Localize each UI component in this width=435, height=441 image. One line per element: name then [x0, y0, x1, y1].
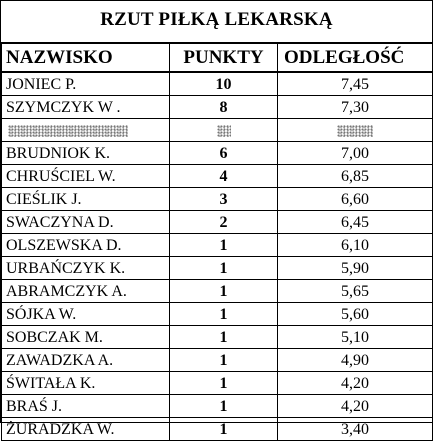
athlete-points: 1	[170, 303, 278, 326]
athlete-distance: 5,90	[278, 257, 433, 280]
athlete-points: 2	[170, 211, 278, 234]
athlete-distance: 7,00	[278, 142, 433, 165]
table-row	[2, 303, 433, 326]
table-row	[2, 234, 433, 257]
athlete-distance: 3,40	[278, 418, 433, 441]
athlete-distance: 4,90	[278, 349, 433, 372]
athlete-name: SWACZYNA D.	[2, 211, 170, 234]
table-row	[2, 257, 433, 280]
athlete-distance-redacted	[278, 119, 433, 142]
redaction-pixelation	[8, 125, 128, 137]
athlete-points: 1	[170, 418, 278, 441]
results-table	[1, 42, 433, 441]
results-body	[2, 72, 433, 441]
athlete-distance: 7,45	[278, 72, 433, 96]
athlete-name: CIEŚLIK J.	[2, 188, 170, 211]
athlete-points: 8	[170, 96, 278, 119]
athlete-points: 6	[170, 142, 278, 165]
athlete-distance: 7,30	[278, 96, 433, 119]
table-row	[2, 211, 433, 234]
table-row	[2, 418, 433, 441]
athlete-distance: 6,10	[278, 234, 433, 257]
athlete-name-redacted	[2, 119, 170, 142]
athlete-points-redacted	[170, 119, 278, 142]
athlete-distance: 6,45	[278, 211, 433, 234]
table-row	[2, 280, 433, 303]
table-row	[2, 96, 433, 119]
athlete-points: 3	[170, 188, 278, 211]
athlete-name: SZYMCZYK W .	[2, 96, 170, 119]
athlete-name: URBAŃCZYK K.	[2, 257, 170, 280]
athlete-points: 1	[170, 349, 278, 372]
athlete-points: 1	[170, 372, 278, 395]
column-header-points: PUNKTY	[170, 43, 278, 72]
athlete-points: 1	[170, 395, 278, 418]
athlete-name: OLSZEWSKA D.	[2, 234, 170, 257]
athlete-distance: 5,10	[278, 326, 433, 349]
athlete-name: SÓJKA W.	[2, 303, 170, 326]
athlete-distance: 5,60	[278, 303, 433, 326]
athlete-distance: 4,20	[278, 372, 433, 395]
athlete-distance: 5,65	[278, 280, 433, 303]
athlete-name: BRAŚ J.	[2, 395, 170, 418]
athlete-points: 4	[170, 165, 278, 188]
athlete-name: SOBCZAK M.	[2, 326, 170, 349]
athlete-distance: 4,20	[278, 395, 433, 418]
redaction-pixelation	[217, 125, 231, 137]
athlete-name: ŚWITAŁA K.	[2, 372, 170, 395]
table-row	[2, 165, 433, 188]
athlete-distance: 6,85	[278, 165, 433, 188]
column-header-name: NAZWISKO	[2, 43, 170, 72]
athlete-name: ZAWADZKA A.	[2, 349, 170, 372]
athlete-points: 1	[170, 280, 278, 303]
athlete-name: CHRUŚCIEL W.	[2, 165, 170, 188]
table-row	[2, 72, 433, 96]
athlete-name: BRUDNIOK K.	[2, 142, 170, 165]
table-row	[2, 395, 433, 418]
athlete-points: 1	[170, 234, 278, 257]
athlete-points: 1	[170, 257, 278, 280]
table-row	[2, 349, 433, 372]
table-row	[2, 326, 433, 349]
table-row-redacted	[2, 119, 433, 142]
table-row	[2, 372, 433, 395]
athlete-name: JONIEC P.	[2, 72, 170, 96]
table-row	[2, 188, 433, 211]
redaction-pixelation	[337, 125, 373, 137]
athlete-points: 1	[170, 326, 278, 349]
athlete-points: 10	[170, 72, 278, 96]
table-row	[2, 142, 433, 165]
athlete-distance: 6,60	[278, 188, 433, 211]
athlete-name: ŻURADZKA W.	[2, 418, 170, 441]
column-header-distance: ODLEGŁOŚĆ	[278, 43, 433, 72]
athlete-name: ABRAMCZYK A.	[2, 280, 170, 303]
sheet-title: RZUT PIŁKĄ LEKARSKĄ	[100, 9, 333, 30]
header-row	[2, 43, 433, 72]
